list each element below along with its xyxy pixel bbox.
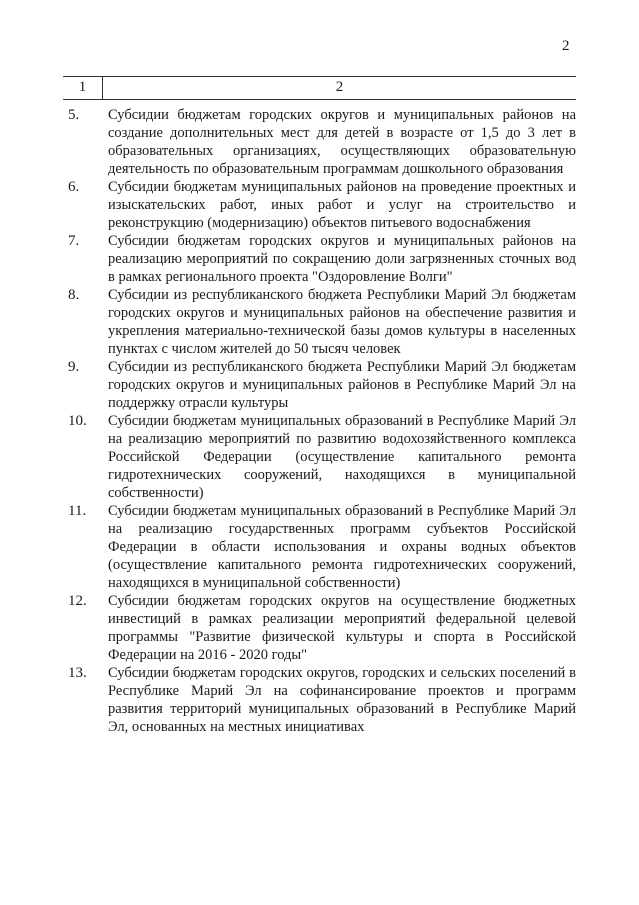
list-item xyxy=(68,106,576,178)
item-number: 13. xyxy=(68,665,87,681)
item-number: 7. xyxy=(68,233,80,249)
item-text: Субсидии бюджетам муниципальных районов на проведение проектных и изыскательских работ, иных работ и услуг на строительство и реконструкцию (модернизацию) объектов питьевого водоснабжения xyxy=(108,179,576,231)
item-text: Субсидии бюджетам муниципальных образований в Республике Марий Эл на реализацию мероприятий по развитию водохозяйственного комплекса Российской Федерации (осуществление капитального ремонта гидротехнических сооружений, находящихся в муниципальной собственности) xyxy=(108,413,576,501)
item-number: 5. xyxy=(68,107,80,123)
item-number: 10. xyxy=(68,413,87,429)
page-number: 2 xyxy=(562,38,570,54)
item-number: 9. xyxy=(68,359,80,375)
list-item xyxy=(68,664,576,736)
item-number: 12. xyxy=(68,593,87,609)
item-text: Субсидии бюджетам городских округов, городских и сельских поселений в Республике Марий Эл на софинансирование проектов и программ развития территорий муниципальных образований в Республике Марий Эл, основанных на местных инициативах xyxy=(108,665,576,735)
item-number: 11. xyxy=(68,503,87,519)
list-item xyxy=(68,358,576,412)
item-text: Субсидии бюджетам городских округов и муниципальных районов на реализацию мероприятий по сокращению доли загрязненных сточных вод в рамках регионального проекта "Оздоровление Волги" xyxy=(108,233,576,285)
item-text: Субсидии бюджетам городских округов и муниципальных районов на создание дополнительных мест для детей в возрасте от 1,5 до 3 лет в образовательных организациях, осуществляющих образовательную деятельность по образовательным программам дошкольного образования xyxy=(108,107,576,177)
list-item xyxy=(68,412,576,502)
item-text: Субсидии бюджетам муниципальных образований в Республике Марий Эл на реализацию государственных программ субъектов Российской Федерации в области использования и охраны водных объектов (осуществление капитального ремонта гидротехнических сооружений, находящихся в муниципальной собственности) xyxy=(108,503,576,591)
column-1-header: 1 xyxy=(78,79,87,95)
list-item xyxy=(68,232,576,286)
item-number: 6. xyxy=(68,179,80,195)
item-text: Субсидии бюджетам городских округов на осуществление бюджетных инвестиций в рамках реализации мероприятий федеральной целевой программы "Развитие физической культуры и спорта в Российской Федерации на 2016 - 2020 годы" xyxy=(108,593,576,663)
item-text: Субсидии из республиканского бюджета Республики Марий Эл бюджетам городских округов и муниципальных районов в Республике Марий Эл на поддержку отрасли культуры xyxy=(108,359,576,411)
list-item xyxy=(68,286,576,358)
table-column-header xyxy=(63,76,576,100)
list-item xyxy=(68,178,576,232)
list-item xyxy=(68,592,576,664)
item-number: 8. xyxy=(68,287,80,303)
subsidy-list xyxy=(68,106,576,736)
list-item xyxy=(68,502,576,592)
column-2-header: 2 xyxy=(335,79,344,95)
item-text: Субсидии из республиканского бюджета Республики Марий Эл бюджетам городских округов и муниципальных районов на обеспечение развития и укрепления материально-технической базы домов культуры в населенных пунктах с числом жителей до 50 тысяч человек xyxy=(108,287,576,357)
